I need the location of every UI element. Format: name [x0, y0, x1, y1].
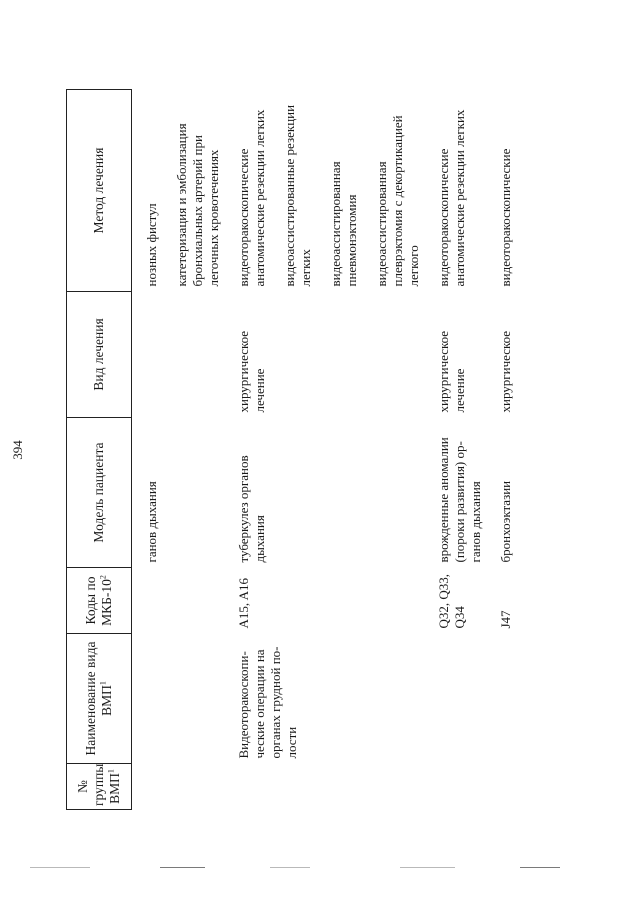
- scan-mark: [400, 867, 455, 868]
- method-item: видеоторакоскопические анатомические резекции легких: [436, 109, 467, 287]
- cell-codes: [142, 568, 224, 634]
- header-treatment-method: Метод лечения: [67, 90, 132, 292]
- cell-model: туберкулез органов дыхания: [236, 455, 267, 563]
- header-group-no: № группы ВМП$^1$: [67, 764, 132, 810]
- cell-model: бронхоэктазии: [498, 480, 513, 563]
- cell-type: [142, 292, 224, 418]
- header-vmp-name: Наименование вида ВМП$^1$: [67, 634, 132, 764]
- cell-type: хирургическое: [498, 330, 513, 413]
- page-number: 394: [10, 440, 25, 460]
- cell-group-no: [496, 764, 516, 810]
- table-row: [142, 90, 224, 810]
- cell-codes: Q32, Q33, Q34: [436, 573, 467, 629]
- table-row: [234, 90, 424, 810]
- cell-codes: J47: [498, 610, 513, 629]
- cell-group-no: [142, 764, 224, 810]
- scan-edge-marks: [0, 860, 640, 900]
- cell-methods: [142, 90, 224, 292]
- cell-model: ганов дыхания: [144, 481, 159, 563]
- cell-model: врожденные аномалии (пороки развития) органов дыхания: [436, 437, 483, 563]
- scan-mark: [270, 867, 310, 868]
- cell-vmp-name: Видеоторакоскопические операции на органах грудной полости: [236, 646, 299, 759]
- table-row: [496, 90, 516, 810]
- cell-codes: A15, A16: [236, 577, 251, 629]
- method-item: видеоассистированная пневмонэктомия: [328, 161, 359, 287]
- method-item: видеоассистированные резекции легких: [282, 104, 313, 287]
- table-header-row: [67, 90, 132, 810]
- cell-vmp-name: [496, 634, 516, 764]
- cell-vmp-name: [142, 634, 224, 764]
- header-patient-model: Модель пациента: [67, 418, 132, 568]
- scan-mark: [520, 867, 560, 868]
- method-item: видеоторакоскопические анатомические резекции легких: [236, 109, 267, 287]
- scan-mark: [30, 867, 90, 868]
- header-treatment-type: Вид лечения: [67, 292, 132, 418]
- cell-methods: [496, 90, 516, 292]
- scan-mark: [160, 867, 205, 868]
- vmp-table: [66, 89, 516, 810]
- cell-type: хирургическое лечение: [236, 330, 267, 413]
- cell-vmp-name: [434, 634, 486, 764]
- method-item: видеоторакоскопические: [498, 148, 513, 287]
- method-item: катетеризация и эмболизация бронхиальных артерий при легочных кровотечениях: [174, 123, 221, 287]
- cell-group-no: [434, 764, 486, 810]
- method-item: нозных фистул: [144, 203, 159, 287]
- cell-type: хирургическое лечение: [436, 330, 467, 413]
- cell-group-no: [234, 764, 424, 810]
- table-row: [434, 90, 486, 810]
- cell-methods: [234, 90, 424, 292]
- cell-methods: [434, 90, 486, 292]
- method-item: видеоассистированная плеврэктомия с декортикацией легкого: [374, 115, 421, 287]
- header-mkb-codes: Коды по МКБ-$10^2$: [67, 568, 132, 634]
